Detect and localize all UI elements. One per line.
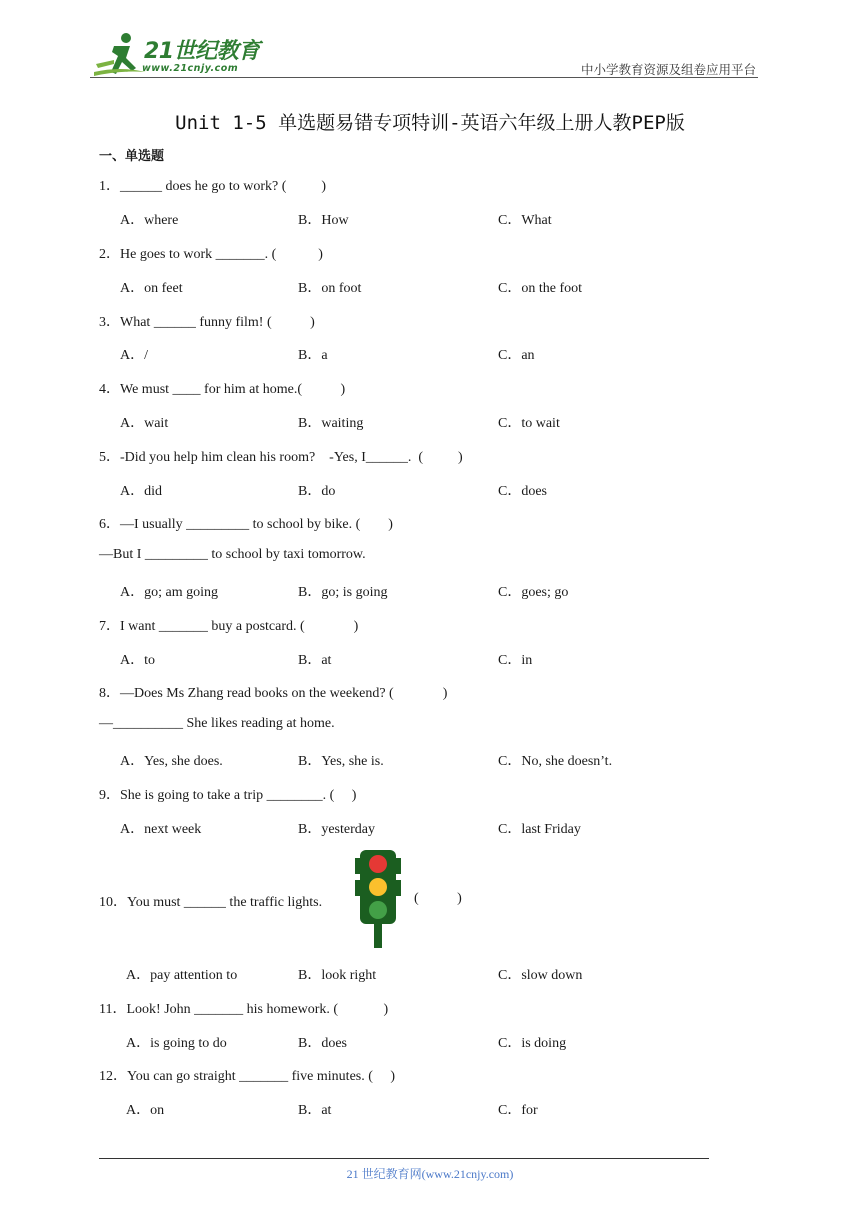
question-stem-continued: —__________ She likes reading at home. xyxy=(99,716,335,731)
option-b: B．look right xyxy=(298,968,377,983)
option-c: C．to wait xyxy=(498,416,560,431)
option-c: C．an xyxy=(498,348,535,363)
option-b: B．does xyxy=(298,1036,347,1051)
option-a: A．did xyxy=(120,484,162,499)
question-stem: 5．-Did you help him clean his room? -Yes, I______. ( ) xyxy=(99,450,463,465)
option-a: A．go; am going xyxy=(120,585,218,600)
question-stem: 1．______ does he go to work? ( ) xyxy=(99,179,327,194)
question-stem: 6．—I usually _________ to school by bike. ( ) xyxy=(99,517,393,532)
runner-logo-icon xyxy=(92,30,148,80)
logo-text: 21世纪教育 xyxy=(144,39,260,64)
answer-bracket: ( ) xyxy=(414,891,462,906)
option-c: C．last Friday xyxy=(498,822,581,837)
question-stem: 12．You can go straight _______ five minutes. ( ) xyxy=(99,1069,396,1084)
option-c: C．No, she doesn’t. xyxy=(498,754,613,769)
option-a: A．wait xyxy=(120,416,169,431)
section-heading: 一、单选题 xyxy=(99,149,165,164)
option-c: C．slow down xyxy=(498,968,583,983)
option-b: B．yesterday xyxy=(298,822,375,837)
option-a: A．where xyxy=(120,213,179,228)
question-stem: 8．—Does Ms Zhang read books on the weekend? ( ) xyxy=(99,686,448,701)
option-a: A．is going to do xyxy=(126,1036,227,1051)
option-b: B．at xyxy=(298,1103,332,1118)
option-a: A．next week xyxy=(120,822,202,837)
option-c: C．in xyxy=(498,653,533,668)
option-b: B．How xyxy=(298,213,349,228)
option-c: C．for xyxy=(498,1103,538,1118)
option-b: B．at xyxy=(298,653,332,668)
option-a: A．/ xyxy=(120,348,148,363)
platform-slogan: 中小学教育资源及组卷应用平台 xyxy=(580,62,756,77)
question-stem: 2．He goes to work _______. ( ) xyxy=(99,247,323,262)
option-a: A．Yes, she does. xyxy=(120,754,223,769)
page-header xyxy=(92,30,756,80)
question-stem: 11．Look! John _______ his homework. ( ) xyxy=(99,1002,389,1017)
question-stem-continued: —But I _________ to school by taxi tomorrow. xyxy=(99,547,366,562)
question-stem: 10．You must ______ the traffic lights. xyxy=(99,895,323,910)
question-stem: 4．We must ____ for him at home.( ) xyxy=(99,382,346,397)
option-c: C．does xyxy=(498,484,547,499)
footer-divider xyxy=(99,1158,709,1159)
header-divider xyxy=(90,77,758,78)
document-title: Unit 1-5 单选题易错专项特训-英语六年级上册人教PEP版 xyxy=(175,112,685,134)
question-stem: 7．I want _______ buy a postcard. ( ) xyxy=(99,619,359,634)
option-b: B．do xyxy=(298,484,336,499)
site-logo xyxy=(92,30,262,80)
option-a: A．on xyxy=(126,1103,165,1118)
option-b: B．on foot xyxy=(298,281,362,296)
option-c: C．What xyxy=(498,213,552,228)
question-stem: 9．She is going to take a trip ________. ( ) xyxy=(99,788,357,803)
option-a: A．on feet xyxy=(120,281,183,296)
option-a: A．to xyxy=(120,653,155,668)
question-stem: 3．What ______ funny film! ( ) xyxy=(99,315,315,330)
option-b: B．a xyxy=(298,348,328,363)
footer-link[interactable]: 21 世纪教育网(www.21cnjy.com) xyxy=(346,1167,514,1181)
option-c: C．goes; go xyxy=(498,585,569,600)
option-b: B．waiting xyxy=(298,416,364,431)
option-a: A．pay attention to xyxy=(126,968,238,983)
option-c: C．is doing xyxy=(498,1036,567,1051)
traffic-light-icon xyxy=(355,848,401,948)
option-b: B．go; is going xyxy=(298,585,388,600)
option-c: C．on the foot xyxy=(498,281,582,296)
option-b: B．Yes, she is. xyxy=(298,754,384,769)
logo-url: www.21cnjy.com xyxy=(142,63,239,74)
